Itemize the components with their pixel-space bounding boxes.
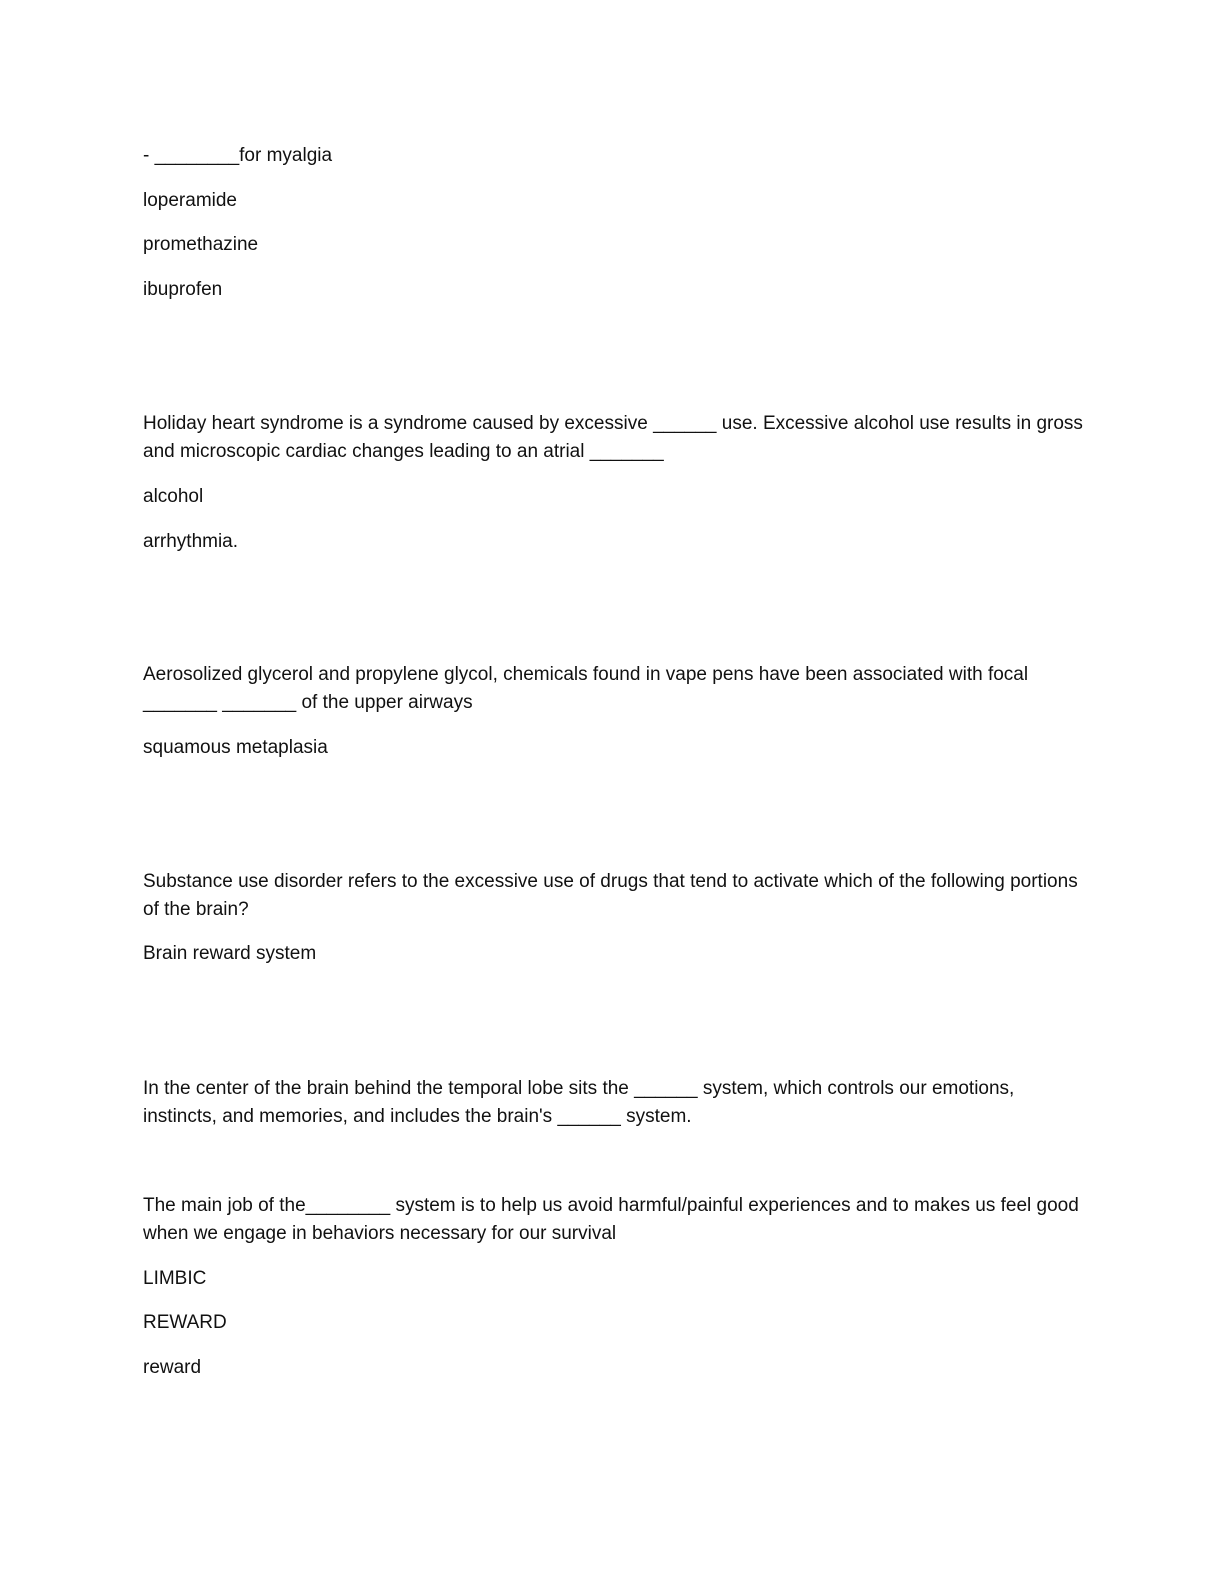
question-1-answer-1: loperamide — [143, 190, 237, 211]
question-2-prompt: Holiday heart syndrome is a syndrome caused by excessive ______ use. Excessive alcohol use results in gross and microscopic cardiac changes leading to an atrial _______ — [143, 413, 1089, 462]
question-1-answer-3: ibuprofen — [143, 279, 223, 300]
question-3-answer-1: squamous metaplasia — [143, 737, 328, 758]
question-6-prompt: The main job of the________ system is to help us avoid harmful/painful experiences and to makes us feel good when we engage in behaviors necessary for our survival — [143, 1195, 1085, 1244]
question-3-prompt: Aerosolized glycerol and propylene glycol, chemicals found in vape pens have been associated with focal _______ _______ of the upper airways — [143, 664, 1034, 713]
question-4-answer-1: Brain reward system — [143, 943, 317, 964]
question-2-answer-2: arrhythmia. — [143, 531, 239, 552]
question-5-prompt: In the center of the brain behind the temporal lobe sits the ______ system, which controls our emotions, instincts, and memories, and includes the brain's ______ system. — [143, 1078, 1020, 1127]
question-6-answer-1: LIMBIC — [143, 1268, 207, 1289]
question-1-answer-2: promethazine — [143, 234, 259, 255]
question-6-answer-3: reward — [143, 1357, 202, 1378]
question-6-answer-2: REWARD — [143, 1312, 227, 1333]
question-4-prompt: Substance use disorder refers to the excessive use of drugs that tend to activate which of the following portions of the brain? — [143, 871, 1083, 920]
question-1-prompt: - ________for myalgia — [143, 145, 333, 166]
question-2-answer-1: alcohol — [143, 486, 204, 507]
